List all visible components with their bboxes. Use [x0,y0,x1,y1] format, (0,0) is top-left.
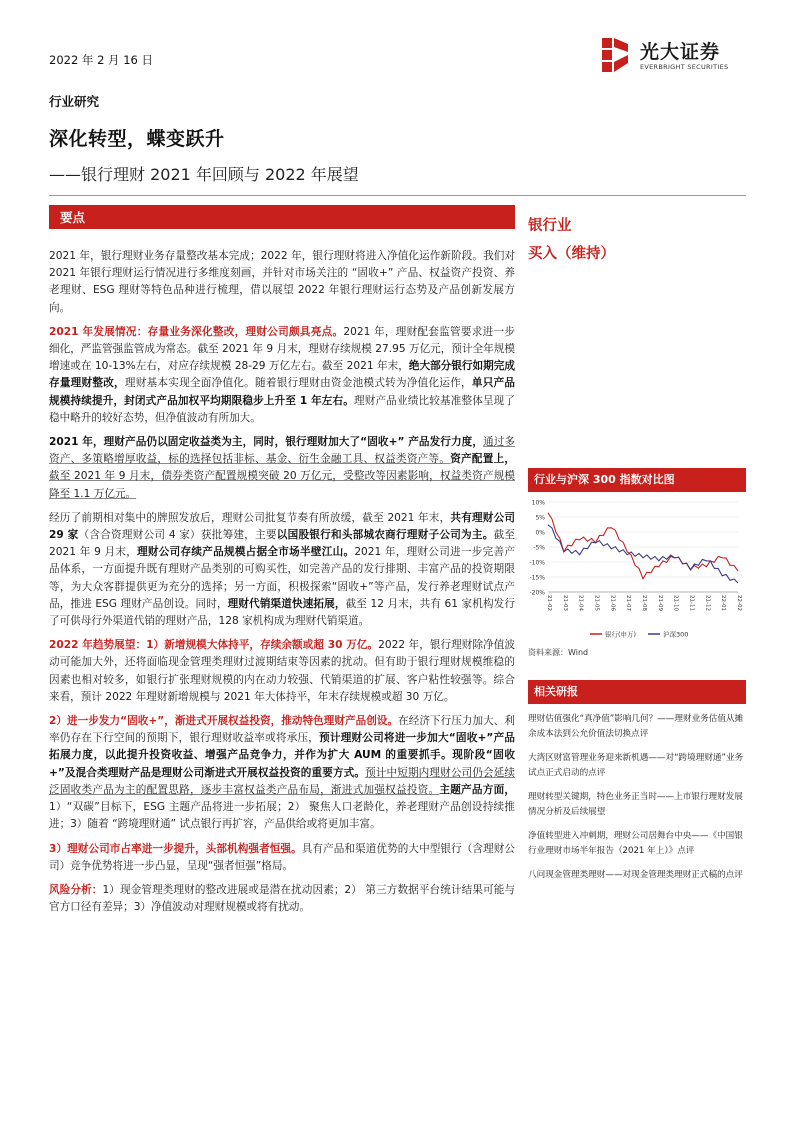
x-tick-label: 21-04 [577,595,584,611]
section-heading: 2021 年发展情况：存量业务深化整改，理财公司颇具亮点。 [49,325,344,338]
x-tick-label: 21-10 [672,595,679,611]
paragraph-wealth-companies: 经历了前期相对集中的牌照发放后，理财公司批复节奏有所放缓，截至 2021 年末，共有理财公司 29 家（含合资理财公司 4 家）获批筹建，主要以国股银行和头部城农商行理财子公司为主。截至 2021 年 9 月末，理财公司存续产品规模占据全市场半壁江山。2021 年，理财公司进一步完善产品体系，一方面提升既有理财产品类别的可购买性，如完善产品的发行排期、丰富产品的投资期限等，为大众客群提供更为充分的选择；另一方面，积极探索“固收+”等产品，发行养老理财试点产品，推进 ESG 理财产品创设。同时，理财代销渠道快速拓展，截至 12 月末，共有 61 家机构发行了可供母行外渠道代销的理财产品，128 家机构成为理财代销渠道。 [49,511,516,628]
y-tick-label: -5% [533,544,545,552]
chart-heading: 行业与沪深 300 指数对比图 [528,468,746,492]
related-reports-heading: 相关研报 [528,680,746,704]
report-subtitle: ——银行理财 2021 年回顾与 2022 年展望 [49,165,359,184]
paragraph-2022-outlook-3: 3）理财公司市占率进一步提升，头部机构强者恒强。具有产品和渠道优势的大中型银行（含理财公司）竞争优势将进一步凸显，呈现“强者恒强”格局。 [49,842,516,872]
x-tick-label: 21-03 [561,595,568,611]
section-heading: 2022 年趋势展望：1）新增规模大体持平，存续余额或超 30 万亿。 [49,639,379,652]
x-tick-label: 21-08 [641,595,647,611]
keypoints-label: 要点 [60,210,86,225]
related-report-item[interactable]: 理财估值强化“真净值”影响几何？——理财业务估值从摊余成本法到公允价值法切换点评 [528,714,744,739]
y-tick-label: 10% [531,499,545,507]
x-tick-label: 21-05 [593,595,600,611]
logo-text: 光大证券 [640,41,721,63]
report-category: 行业研究 [49,94,100,109]
report-title: 深化转型，蝶变跃升 [49,128,225,150]
section-heading: 风险分析： [49,883,103,896]
sector-name: 银行业 [528,218,572,234]
paragraph-2022-outlook-1: 2022 年趋势展望：1）新增规模大体持平，存续余额或超 30 万亿。2022 年，银行理财除净值波动可能加大外，还将面临现金管理类理财过渡期结束等因素的扰动。但有助于银行理财规模维稳的因素也相对较多，如银行扩张理财规模的内在动力较强、代销渠道的扩展、客户粘性较强等。综合来看，预计 2022 年理财新增规模与 2021 年大体持平，年末存续规模或超 30 万亿。 [49,639,515,703]
series-line [548,525,738,583]
x-tick-label: 21-02 [546,595,552,611]
x-tick-label: 21-12 [704,595,711,611]
x-tick-label: 21-06 [609,595,616,611]
related-report-item[interactable]: 净值转型进入冲刺期，理财公司居舞台中央——《中国银行业理财市场半年报告（2021 年上）》点评 [528,831,743,856]
related-reports-list [528,712,746,893]
logo-english-text: EVERBRIGHT SECURITIES [640,63,729,71]
index-comparison-chart [528,496,746,646]
keypoints-banner [49,205,515,229]
series-line [548,513,738,579]
y-tick-label: 5% [535,514,545,522]
section-heading: 3）理财公司市占率进一步提升，头部机构强者恒强。 [49,842,302,855]
header-divider [49,195,746,196]
y-tick-label: -10% [529,559,545,567]
report-date: 2022 年 2 月 16 日 [49,53,153,67]
x-tick-label: 22-02 [736,595,742,611]
paragraph-2022-outlook-2: 2）进一步发力“固收+”，渐进式开展权益投资，推动特色理财产品创设。在经济下行压力加大、利率仍存在下行空间的预期下，银行理财收益率或将承压，预计理财公司将进一步加大“固收+”产品拓展力度，以此提升投资收益、增强产品竞争力，并作为扩大 AUM 的重要抓手。现阶段“固收+”及混合类理财产品是理财公司渐进式开展权益投资的重要方式。预计中短期内理财公司仍会延续泛固收类产品为主的配置思路，逐步丰富权益类产品布局，渐进式加强权益投资。主题产品方面，1）“双碳”目标下，ESG 主题产品将进一步拓展；2） 聚焦人口老龄化，养老理财产品创设持续推进；3）随着 “跨境理财通” 试点银行再扩容，产品供给或将更加丰富。 [49,715,516,831]
related-report-item[interactable]: 八问现金管理类理财——对现金管理类理财正式稿的点评 [528,870,743,880]
y-tick-label: -15% [529,574,545,582]
paragraph-risk-analysis: 风险分析：1）现金管理类理财的整改进展或是潜在扰动因素；2） 第三方数据平台统计结果可能与官方口径有差异；3）净值波动对理财规模或将有扰动。 [49,883,515,914]
x-tick-label: 21-11 [688,595,695,611]
y-tick-label: 0% [535,529,545,537]
paragraph-intro: 2021 年，银行理财业务存量整改基本完成；2022 年，银行理财将进入净值化运作新阶段。我们对 2021 年银行理财运行情况进行多维度刻画，并针对市场关注的 “固收+” 产品、权益资产投资、养老理财、ESG 理财等特色品种进行梳理，借以展望 2022 年银行理财运行态势及产品创新发展方向。 [49,250,515,314]
x-tick-label: 21-09 [656,595,663,611]
chart-source: 资料来源：Wind [528,648,589,657]
investment-rating: 买入（维持） [528,246,615,262]
paragraph-2021-development: 2021 年发展情况：存量业务深化整改，理财公司颇具亮点。2021 年，理财配套监管要求进一步细化，严监管强监管成为常态。截至 2021 年 9 月末，理财存续规模 27.95 万亿元，预计全年规模增速或在 10-13%左右，对应存续规模 28-29 万亿左右。截至 2021 年末，绝大部分银行如期完成存量理财整改，理财基本实现全面净值化。随着银行理财由资金池模式转为净值化运作，单只产品规模持续提升，封闭式产品加权平均期限稳步上升至 1 年左右。理财产品业绩比较基准整体呈现了稳中略升的较好态势，但净值波动有所加大。 [49,325,516,424]
report-body [49,248,515,923]
legend-label: 银行(申万) [605,630,637,639]
x-tick-label: 22-01 [720,595,727,611]
paragraph-product-mix: 2021 年，理财产品仍以固定收益类为主，同时，银行理财加大了“固收+” 产品发行力度，通过多资产、多策略增厚收益，标的选择包括非标、基金、衍生金融工具、权益类资产等。资产配置上，截至 2021 年 9 月末，债券类资产配置规模突破 20 万亿元，受整改等因素影响，权益类资产规模降至 1.1 万亿元。 [49,436,516,500]
section-heading: 2）进一步发力“固收+”，渐进式开展权益投资，推动特色理财产品创设。 [49,715,399,728]
x-tick-label: 21-07 [625,595,632,611]
y-tick-label: -20% [529,589,545,597]
related-report-item[interactable]: 理财转型关键期，特色业务正当时——上市银行理财发展情况分析及后续展望 [528,792,743,817]
logo-mark-icon [602,38,628,72]
related-report-item[interactable]: 大湾区财富管理业务迎来新机遇——对“跨境理财通”业务试点正式启动的点评 [528,753,744,778]
legend-label: 沪深300 [663,630,689,639]
